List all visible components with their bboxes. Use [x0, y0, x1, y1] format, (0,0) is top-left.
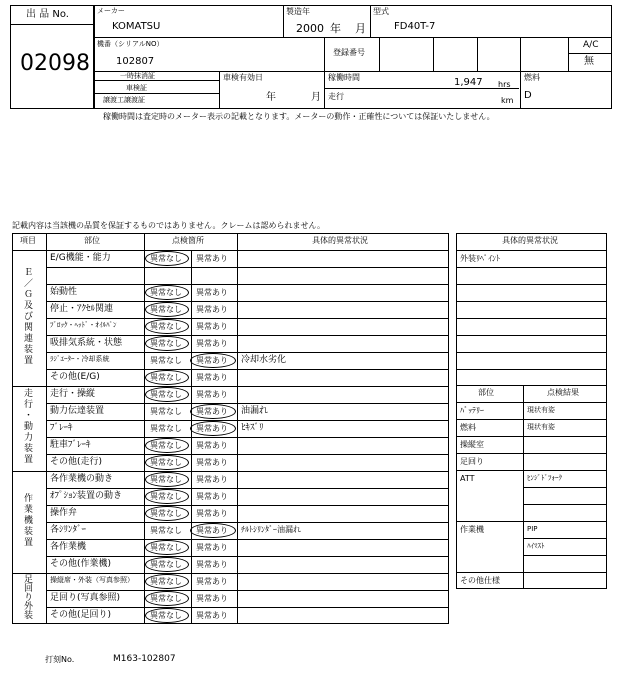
row-part: 停止・ｱｸｾﾙ関連: [50, 304, 114, 314]
check-circle: [145, 336, 189, 351]
result-row-part: 燃料: [460, 423, 476, 432]
issue-label: 異常あり: [196, 254, 228, 263]
check-circle: [145, 319, 189, 334]
group-char: 動: [24, 422, 34, 432]
group-char: 置: [24, 455, 34, 465]
remarks-header: 具体的異常状況: [502, 236, 558, 245]
row-detail: ﾁﾙﾄｼﾘﾝﾀﾞｰ油漏れ: [241, 525, 301, 534]
issue-label: 異常あり: [196, 594, 228, 603]
issue-label: 異常あり: [196, 543, 228, 552]
result-header-part: 部位: [478, 388, 494, 397]
fuel-label: 燃料: [524, 73, 540, 82]
row-part: その他(作業機): [50, 559, 112, 569]
issue-label: 異常あり: [196, 339, 228, 348]
row-part: 足回り(写真参照): [50, 593, 121, 603]
issue-label: 異常あり: [196, 424, 228, 433]
serial-value: 102807: [116, 56, 155, 67]
check-circle: [145, 455, 189, 470]
result-header-result: 点検結果: [547, 388, 579, 397]
group-char: 連: [24, 333, 34, 344]
check-circle: [145, 472, 189, 487]
fuel-value: D: [524, 90, 532, 101]
issue-label: 異常あり: [196, 475, 228, 484]
year-value: 2000: [296, 22, 324, 35]
result-row-part: 作業機: [460, 525, 484, 534]
disclaimer: 記載内容は当該機の品質を保証するものではありません。クレームは認められません。: [12, 221, 325, 230]
group-char: 作: [24, 493, 34, 504]
group-char: り: [24, 593, 34, 603]
group-char: 業: [24, 504, 34, 515]
stamp-label: 打刻No.: [45, 655, 75, 664]
hours-value: 1,947: [454, 77, 483, 88]
row-part: ﾗｼﾞｴｰﾀｰ・冷却系統: [50, 355, 110, 363]
group-char: 装: [24, 344, 34, 355]
row-part: 走行・操縦: [50, 389, 96, 399]
hours-note: 稼働時間は査定時のメーター表示の記載となります。メーターの動作・正確性については保証いたしません。: [103, 112, 495, 121]
group-char: 走: [24, 389, 34, 399]
issue-label: 異常あり: [196, 441, 228, 450]
no-issue-label: 異常なし: [150, 611, 182, 620]
issue-label: 異常あり: [196, 458, 228, 467]
issue-label: 異常あり: [196, 577, 228, 586]
check-circle: [145, 302, 189, 317]
no-issue-label: 異常なし: [150, 560, 182, 569]
row-part: 操縦席・外装（写真参照）: [50, 576, 134, 584]
group-char: Ｇ: [24, 289, 34, 300]
distance-unit: km: [501, 96, 514, 105]
inspection-label: 車検有効日: [223, 73, 263, 82]
no-issue-label: 異常なし: [150, 543, 182, 552]
header-part: 部位: [84, 236, 100, 245]
check-circle: [145, 251, 189, 266]
result-row-part: その他仕様: [460, 576, 500, 585]
serial-label: 機番（シリアルNO）: [97, 40, 164, 48]
row-detail: 油漏れ: [241, 406, 269, 416]
issue-label: 異常あり: [196, 356, 228, 365]
row-part: ﾌﾞﾚｰｷ: [50, 423, 73, 433]
result-row-value: 現状有姿: [527, 423, 555, 431]
group-char: 置: [24, 537, 34, 548]
group-char: Ｅ: [24, 267, 34, 278]
check-circle: [190, 523, 236, 538]
issue-label: 異常あり: [196, 390, 228, 399]
group-char: ／: [24, 278, 34, 289]
check-circle: [190, 353, 236, 368]
no-issue-label: 異常なし: [150, 577, 182, 586]
check-circle: [145, 489, 189, 504]
issue-label: 異常あり: [196, 305, 228, 314]
result-row-part: 足回り: [460, 457, 484, 466]
no-issue-label: 異常なし: [150, 305, 182, 314]
group-char: 装: [24, 444, 34, 454]
no-issue-label: 異常なし: [150, 373, 182, 382]
no-issue-label: 異常なし: [150, 492, 182, 501]
maker-value: KOMATSU: [112, 21, 161, 32]
row-part: その他(E/G): [50, 372, 100, 382]
reg-label: 登録番号: [333, 48, 365, 57]
check-circle: [145, 540, 189, 555]
check-circle: [145, 387, 189, 402]
stamp-value: M163-102807: [113, 654, 176, 664]
result-row-part: ﾊﾞｯﾃﾘｰ: [460, 406, 484, 415]
row-part: ｵﾌﾟｼｮﾝ装置の動き: [50, 491, 123, 501]
issue-label: 異常あり: [196, 492, 228, 501]
no-issue-label: 異常なし: [150, 441, 182, 450]
issue-label: 異常あり: [196, 611, 228, 620]
maker-label: メーカー: [97, 7, 125, 15]
issue-label: 異常あり: [196, 373, 228, 382]
no-issue-label: 異常なし: [150, 356, 182, 365]
no-issue-label: 異常なし: [150, 288, 182, 297]
issue-label: 異常あり: [196, 509, 228, 518]
row-part: ﾌﾞﾛｯｸ・ﾍｯﾄﾞ・ｵｲﾙﾊﾟﾝ: [50, 321, 117, 329]
row-part: E/G機能・能力: [50, 253, 111, 263]
lot-label: 出 品 No.: [26, 9, 69, 20]
hours-label: 稼働時間: [328, 73, 360, 82]
inspection-year: 年: [266, 92, 276, 103]
month-unit: 月: [355, 22, 366, 35]
check-circle: [145, 591, 189, 606]
row-detail: ﾋｷｽﾞﾘ: [241, 423, 264, 433]
row-part: 動力伝達装置: [50, 406, 105, 416]
group-char: 回: [24, 584, 34, 594]
check-circle: [145, 574, 189, 589]
no-issue-label: 異常なし: [150, 339, 182, 348]
group-char: 装: [24, 526, 34, 537]
inspection-month: 月: [311, 92, 321, 103]
row-part: 吸排気系統・状態: [50, 338, 123, 348]
year-unit: 年: [330, 22, 341, 35]
no-issue-label: 異常なし: [150, 526, 182, 535]
group-char: び: [24, 311, 34, 322]
row-part: 始動性: [50, 287, 78, 297]
no-issue-label: 異常なし: [150, 407, 182, 416]
hours-unit: hrs: [498, 80, 511, 89]
issue-label: 異常あり: [196, 526, 228, 535]
result-row-part: 操縦室: [460, 440, 484, 449]
group-char: 及: [24, 300, 34, 311]
check-circle: [145, 506, 189, 521]
group-char: 力: [24, 433, 34, 443]
row-part: 駐車ﾌﾞﾚｰｷ: [50, 440, 91, 450]
ac-value: 無: [584, 56, 594, 67]
check-circle: [145, 557, 189, 572]
no-issue-label: 異常なし: [150, 322, 182, 331]
issue-label: 異常あり: [196, 322, 228, 331]
row-detail: 冷却水劣化: [241, 355, 287, 365]
group-char: 装: [24, 611, 34, 621]
model-value: FD40T-7: [394, 21, 436, 32]
model-label: 型式: [373, 7, 389, 16]
group-char: ・: [24, 411, 34, 421]
ac-label: A/C: [583, 40, 599, 50]
group-char: 行: [24, 400, 34, 410]
group-char: 関: [24, 322, 34, 333]
header-check: 点検箇所: [172, 236, 204, 245]
lot-number: 02098: [20, 51, 90, 76]
result-row-part: ATT: [460, 474, 475, 483]
issue-label: 異常あり: [196, 407, 228, 416]
no-issue-label: 異常なし: [150, 424, 182, 433]
no-issue-label: 異常なし: [150, 509, 182, 518]
check-circle: [145, 370, 189, 385]
check-circle: [145, 438, 189, 453]
no-issue-label: 異常なし: [150, 458, 182, 467]
row-part: 各作業機の動き: [50, 474, 114, 484]
group-char: 足: [24, 575, 34, 585]
header-detail: 具体的異常状況: [312, 236, 368, 245]
header-item: 項目: [20, 236, 36, 245]
row-part: その他(足回り): [50, 610, 112, 620]
group-char: 外: [24, 602, 34, 612]
row-part: 各作業機: [50, 542, 87, 552]
cert1-label: 一時抹消証: [120, 72, 155, 80]
row-part: その他(走行): [50, 457, 103, 467]
no-issue-label: 異常なし: [150, 594, 182, 603]
remark-row: 外装ﾘﾍﾟｲﾝﾄ: [460, 254, 500, 263]
issue-label: 異常あり: [196, 288, 228, 297]
no-issue-label: 異常なし: [150, 254, 182, 263]
distance-label: 走行: [328, 92, 344, 101]
row-part: 操作弁: [50, 508, 78, 518]
issue-label: 異常あり: [196, 560, 228, 569]
check-circle: [145, 608, 189, 623]
no-issue-label: 異常なし: [150, 475, 182, 484]
group-char: 機: [24, 515, 34, 526]
year-label: 製造年: [286, 7, 310, 16]
check-circle: [190, 421, 236, 436]
check-circle: [145, 285, 189, 300]
check-circle: [190, 404, 236, 419]
result-row-value: PIP: [527, 525, 538, 533]
cert2-label: 車検証: [126, 84, 147, 92]
row-part: 各ｼﾘﾝﾀﾞｰ: [50, 525, 87, 535]
result-row-value: ﾋﾝｼﾞﾄﾞﾌｫｰｸ: [527, 474, 562, 482]
result-row-value: ﾊｲﾏｽﾄ: [527, 542, 545, 550]
result-row-value: 現状有姿: [527, 406, 555, 414]
group-char: 置: [24, 355, 34, 366]
no-issue-label: 異常なし: [150, 390, 182, 399]
cert3-label: 譲渡工譲渡証: [103, 96, 145, 104]
